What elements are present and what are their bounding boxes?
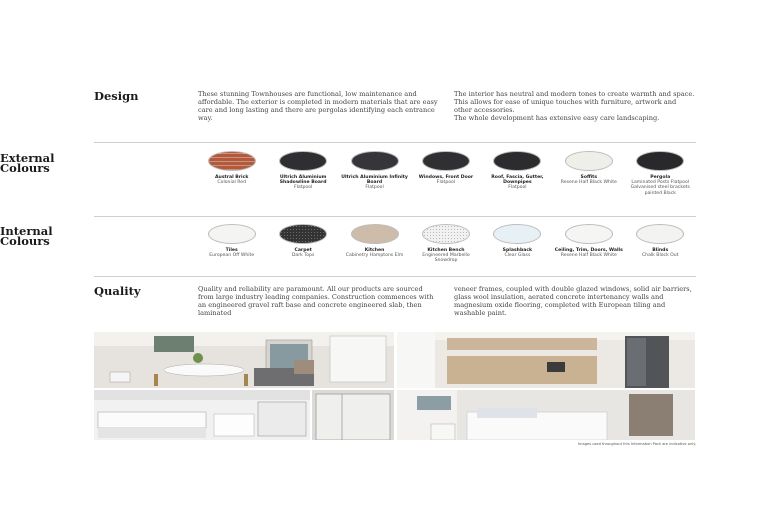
internal-swatch	[339, 224, 410, 264]
external-swatch	[482, 151, 553, 196]
internal-swatch-circle	[636, 224, 684, 244]
design-right-paragraph-2: The whole development has extensive easy care landscaping.	[454, 114, 660, 122]
quality-heading: Quality	[94, 284, 141, 298]
internal-swatch-circle	[208, 224, 256, 244]
internal-swatch	[482, 224, 553, 264]
internal-swatch-name: Ceiling, Trim, Doors, Walls	[554, 248, 623, 253]
internal-heading-line-2: Colours	[0, 234, 50, 248]
internal-swatch-circle	[422, 224, 470, 244]
internal-colours-heading	[0, 226, 53, 246]
internal-swatch	[553, 224, 624, 264]
external-swatch-name: Ultrich Aluminium Shadowline Board	[279, 175, 327, 186]
internal-swatch-colour: Dark Tops	[291, 253, 315, 259]
internal-swatch	[267, 224, 338, 264]
internal-swatch-name: Splashback	[502, 248, 533, 253]
external-swatch-colour: Flatpool	[436, 180, 456, 186]
external-swatch-colour: Resene Half Black White	[560, 180, 617, 186]
external-swatch-circle	[351, 151, 399, 171]
internal-swatch	[625, 224, 696, 264]
external-swatch	[410, 151, 481, 196]
internal-swatch-name: Blinds	[652, 248, 669, 253]
internal-swatch-colour: Cabinetry Hamptons Elm	[345, 253, 404, 259]
internal-swatch-colour: Chalk Block Out	[641, 253, 679, 259]
internal-swatch-name: Tiles	[225, 248, 238, 253]
internal-swatch-circle	[565, 224, 613, 244]
external-heading-line-2: Colours	[0, 161, 50, 175]
internal-swatch-colour: Resene Half Black White	[560, 253, 617, 259]
external-swatch	[267, 151, 338, 196]
external-swatch	[553, 151, 624, 196]
external-swatch	[625, 151, 696, 196]
design-left-text: These stunning Townhouses are functional, low maintenance and affordable. The exterior is completed in modern materials that are easy care and long lasting and there are pergolas identifying each entrance way.	[198, 90, 438, 122]
external-swatches	[196, 151, 696, 196]
external-heading-line-1: External	[0, 151, 55, 165]
external-swatch-colour: Flatpool	[508, 185, 527, 191]
divider	[94, 142, 696, 143]
external-swatch-colour: Flatpool	[365, 185, 384, 191]
kitchen-photo	[397, 332, 695, 388]
internal-swatch-colour: Engineered Marbello Snowdrop	[422, 253, 470, 264]
design-right-paragraph-1: The interior has neutral and modern tones to create warmth and space. This allows for ease of unique touches with furniture, artwork and other accessories.	[454, 90, 695, 114]
internal-swatch-circle	[493, 224, 541, 244]
divider	[94, 216, 696, 217]
internal-swatch	[410, 224, 481, 264]
external-swatch-name: Windows, Front Door	[418, 175, 474, 180]
bathroom-photo	[94, 390, 310, 440]
external-swatch-name: Roof, Fascia, Gutter, Downpipes	[491, 175, 544, 186]
shower-photo	[312, 390, 394, 440]
design-right-text	[454, 90, 696, 122]
external-swatch-colour: Colonial Red	[217, 180, 246, 186]
internal-heading-line-1: Internal	[0, 224, 53, 238]
external-swatch-circle	[565, 151, 613, 171]
internal-swatch-colour: European Off White	[209, 253, 255, 259]
external-swatch-circle	[493, 151, 541, 171]
external-swatch-colour: Flatpool	[293, 185, 313, 191]
external-colours-heading	[0, 153, 55, 173]
internal-swatches	[196, 224, 696, 264]
bedroom-photo	[397, 390, 695, 440]
external-swatch-circle	[208, 151, 256, 171]
internal-swatch-name: Kitchen	[364, 248, 385, 253]
external-swatch-name: Ultrich Aluminium Infinity Board	[341, 175, 408, 186]
living-dining-photo	[94, 332, 394, 388]
internal-swatch-name: Kitchen Bench	[427, 248, 465, 253]
indicative-images-caption: Images used throughout this Information Pack are indicative only.	[577, 442, 696, 446]
quality-left-text: Quality and reliability are paramount. All our products are sourced from large industry leading companies. Construction commences with an engineered gravel raft base and concrete engineered slab, then laminated	[198, 285, 434, 317]
design-heading: Design	[94, 89, 139, 103]
external-swatch-circle	[422, 151, 470, 171]
external-swatch-circle	[279, 151, 327, 171]
external-swatch	[196, 151, 267, 196]
internal-swatch-circle	[279, 224, 327, 244]
internal-swatch-circle	[351, 224, 399, 244]
divider	[94, 276, 696, 277]
internal-swatch-name: Carpet	[294, 248, 312, 253]
internal-swatch	[196, 224, 267, 264]
internal-swatch-colour: Clear Glass	[504, 253, 531, 259]
external-swatch-circle	[636, 151, 684, 171]
external-swatch-name: Pergola	[650, 175, 671, 180]
quality-right-text: veneer frames, coupled with double glazed windows, solid air barriers, glass wool insulation, aerated concrete intertenancy walls and magnesium oxide flooring, completed with European tiling and washable paint.	[454, 285, 692, 317]
external-swatch-colour: Laminated Posts Flatpool Galvanised steel brackets painted Black	[630, 180, 690, 196]
external-swatch	[339, 151, 410, 196]
external-swatch-name: Austral Brick	[215, 175, 249, 180]
external-swatch-name: Soffits	[580, 175, 598, 180]
